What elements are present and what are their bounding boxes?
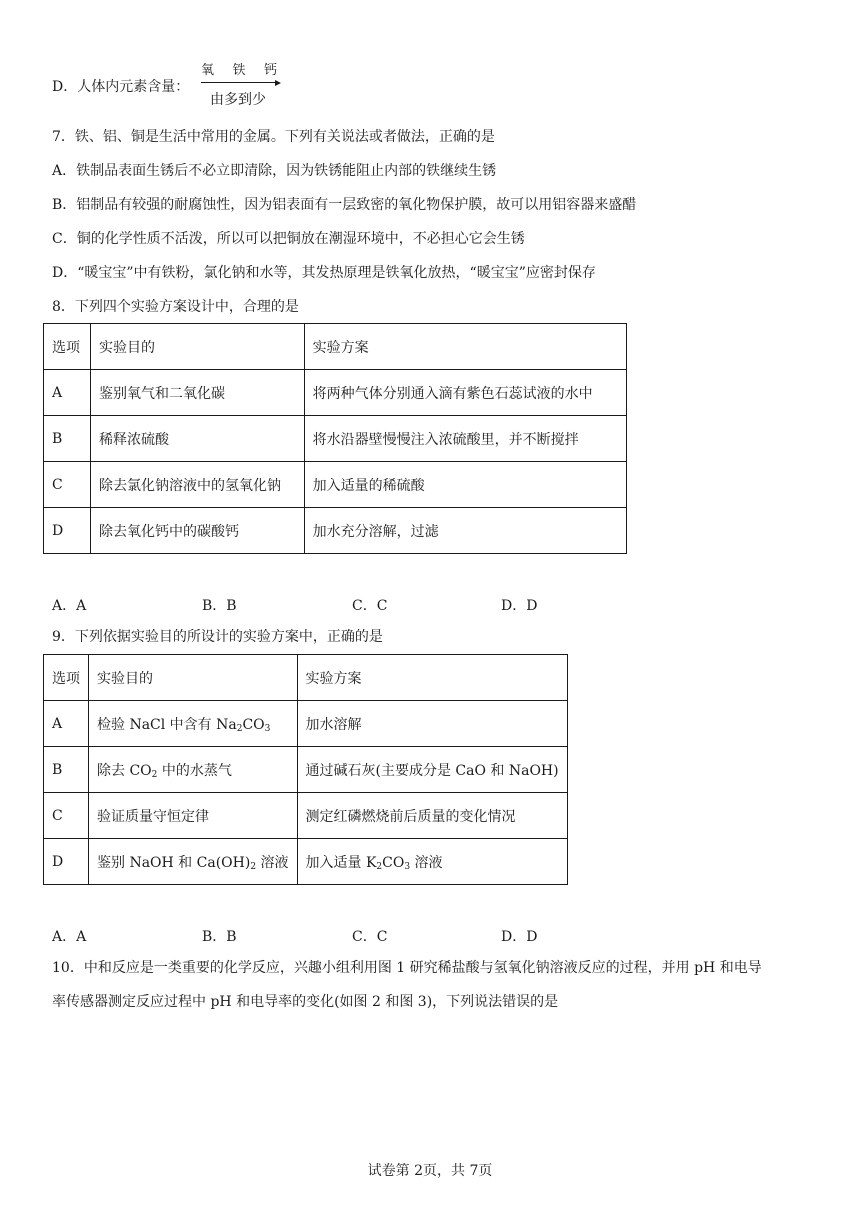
q10-stem-line1: 10．中和反应是一类重要的化学反应，兴趣小组利用图 1 研究稀盐酸与氢氧化钠溶液反应的过程，并用 pH 和电导: [52, 960, 762, 976]
cell-plan: 加水溶解: [297, 701, 567, 747]
table-row: [44, 701, 568, 747]
goal-text: 检验 NaCl 中含有 Na: [97, 716, 237, 733]
scale-label-calcium: 钙: [263, 63, 277, 78]
q7-option-d: D．“暖宝宝”中有铁粉，氯化钠和水等，其发热原理是铁氧化放热，“暖宝宝”应密封保存: [52, 265, 596, 281]
cell-goal: 鉴别氧气和二氧化碳: [90, 370, 304, 416]
scale-arrow-icon: [201, 76, 279, 83]
scale-label-iron: 铁: [232, 63, 246, 78]
header-plan: 实验方案: [297, 655, 567, 701]
cell-goal: 稀释浓硫酸: [90, 416, 304, 462]
table-row: [44, 370, 627, 416]
header-goal: 实验目的: [90, 324, 304, 370]
header-option: 选项: [44, 324, 91, 370]
q7-stem: 7．铁、铝、铜是生活中常用的金属。下列有关说法或者做法，正确的是: [52, 129, 495, 145]
cell-goal: 除去氯化钠溶液中的氢氧化钠: [90, 462, 304, 508]
goal-text: 鉴别 NaOH 和 Ca(OH): [97, 854, 251, 871]
q9-choice-a: A．A: [52, 929, 87, 945]
q8-choices: [52, 595, 612, 615]
q8-table: [43, 323, 627, 554]
cell-plan: 将两种气体分别通入滴有紫色石蕊试液的水中: [304, 370, 626, 416]
table-row: [44, 508, 627, 554]
goal-text: 除去 CO: [97, 762, 152, 779]
table-row: [44, 793, 568, 839]
q9-choice-b: B．B: [202, 929, 237, 945]
q6-option-d: [52, 77, 189, 97]
q8-choice-c: C．C: [352, 598, 388, 614]
q8-stem: 8．下列四个实验方案设计中，合理的是: [52, 299, 299, 315]
table-row: [44, 416, 627, 462]
cell-goal: 验证质量守恒定律: [89, 793, 298, 839]
table-row: [44, 839, 568, 885]
header-plan: 实验方案: [304, 324, 626, 370]
table-row: [44, 462, 627, 508]
q7-option-a: A．铁制品表面生锈后不必立即清除，因为铁锈能阻止内部的铁继续生锈: [52, 163, 497, 179]
q9-stem: 9．下列依据实验目的所设计的实验方案中，正确的是: [52, 629, 383, 645]
cell-option: A: [44, 701, 89, 747]
cell-goal: [89, 747, 298, 793]
page-footer: 试卷第 2页，共 7页: [367, 1163, 493, 1179]
cell-option: D: [44, 839, 89, 885]
cell-plan: [297, 839, 567, 885]
cell-goal: 除去氧化钙中的碳酸钙: [90, 508, 304, 554]
cell-goal: [89, 839, 298, 885]
plan-subscript: 3: [404, 861, 411, 872]
q10-stem-line2: 率传感器测定反应过程中 pH 和电导率的变化(如图 2 和图 3)，下列说法错误的是: [52, 994, 559, 1010]
cell-plan: 将水沿器壁慢慢注入浓硫酸里，并不断搅拌: [304, 416, 626, 462]
table-row: [44, 747, 568, 793]
cell-option: C: [44, 793, 89, 839]
cell-option: A: [44, 370, 91, 416]
plan-text: 溶液: [410, 854, 443, 871]
header-option: 选项: [44, 655, 89, 701]
q8-choice-a: A．A: [52, 598, 87, 614]
cell-option: D: [44, 508, 91, 554]
table-header-row: [44, 324, 627, 370]
q9-choice-c: C．C: [352, 929, 388, 945]
element-content-scale: [201, 63, 281, 108]
goal-subscript: 3: [264, 723, 271, 734]
cell-plan: 通过碱石灰(主要成分是 CaO 和 NaOH): [297, 747, 567, 793]
goal-text: 中的水蒸气: [157, 762, 232, 779]
table-header-row: [44, 655, 568, 701]
plan-text: 加入适量 K: [305, 854, 377, 871]
header-goal: 实验目的: [89, 655, 298, 701]
goal-text: 溶液: [256, 854, 289, 871]
cell-plan: 测定红磷燃烧前后质量的变化情况: [297, 793, 567, 839]
goal-subscript: 2: [250, 861, 257, 872]
goal-text: CO: [242, 716, 265, 733]
q7-option-b: B．铝制品有较强的耐腐蚀性，因为铝表面有一层致密的氧化物保护膜，故可以用铝容器来盛醋: [52, 197, 637, 213]
scale-caption: 由多到少: [210, 92, 266, 108]
cell-goal: [89, 701, 298, 747]
q9-choice-d: D．D: [501, 929, 538, 945]
goal-subscript: 2: [236, 723, 243, 734]
scale-label-oxygen: 氧: [201, 63, 215, 78]
cell-plan: 加水充分溶解，过滤: [304, 508, 626, 554]
q6-option-d-label: D．人体内元素含量：: [52, 79, 190, 95]
cell-option: B: [44, 747, 89, 793]
q8-choice-d: D．D: [501, 598, 538, 614]
goal-subscript: 2: [151, 769, 158, 780]
q7-option-c: C．铜的化学性质不活泼，所以可以把铜放在潮湿环境中，不必担心它会生锈: [52, 231, 525, 247]
plan-text: CO: [382, 854, 405, 871]
cell-plan: 加入适量的稀硫酸: [304, 462, 626, 508]
q9-choices: [52, 926, 612, 946]
cell-option: B: [44, 416, 91, 462]
plan-subscript: 2: [376, 861, 383, 872]
cell-option: C: [44, 462, 91, 508]
q9-table: [43, 654, 568, 885]
q8-choice-b: B．B: [202, 598, 237, 614]
